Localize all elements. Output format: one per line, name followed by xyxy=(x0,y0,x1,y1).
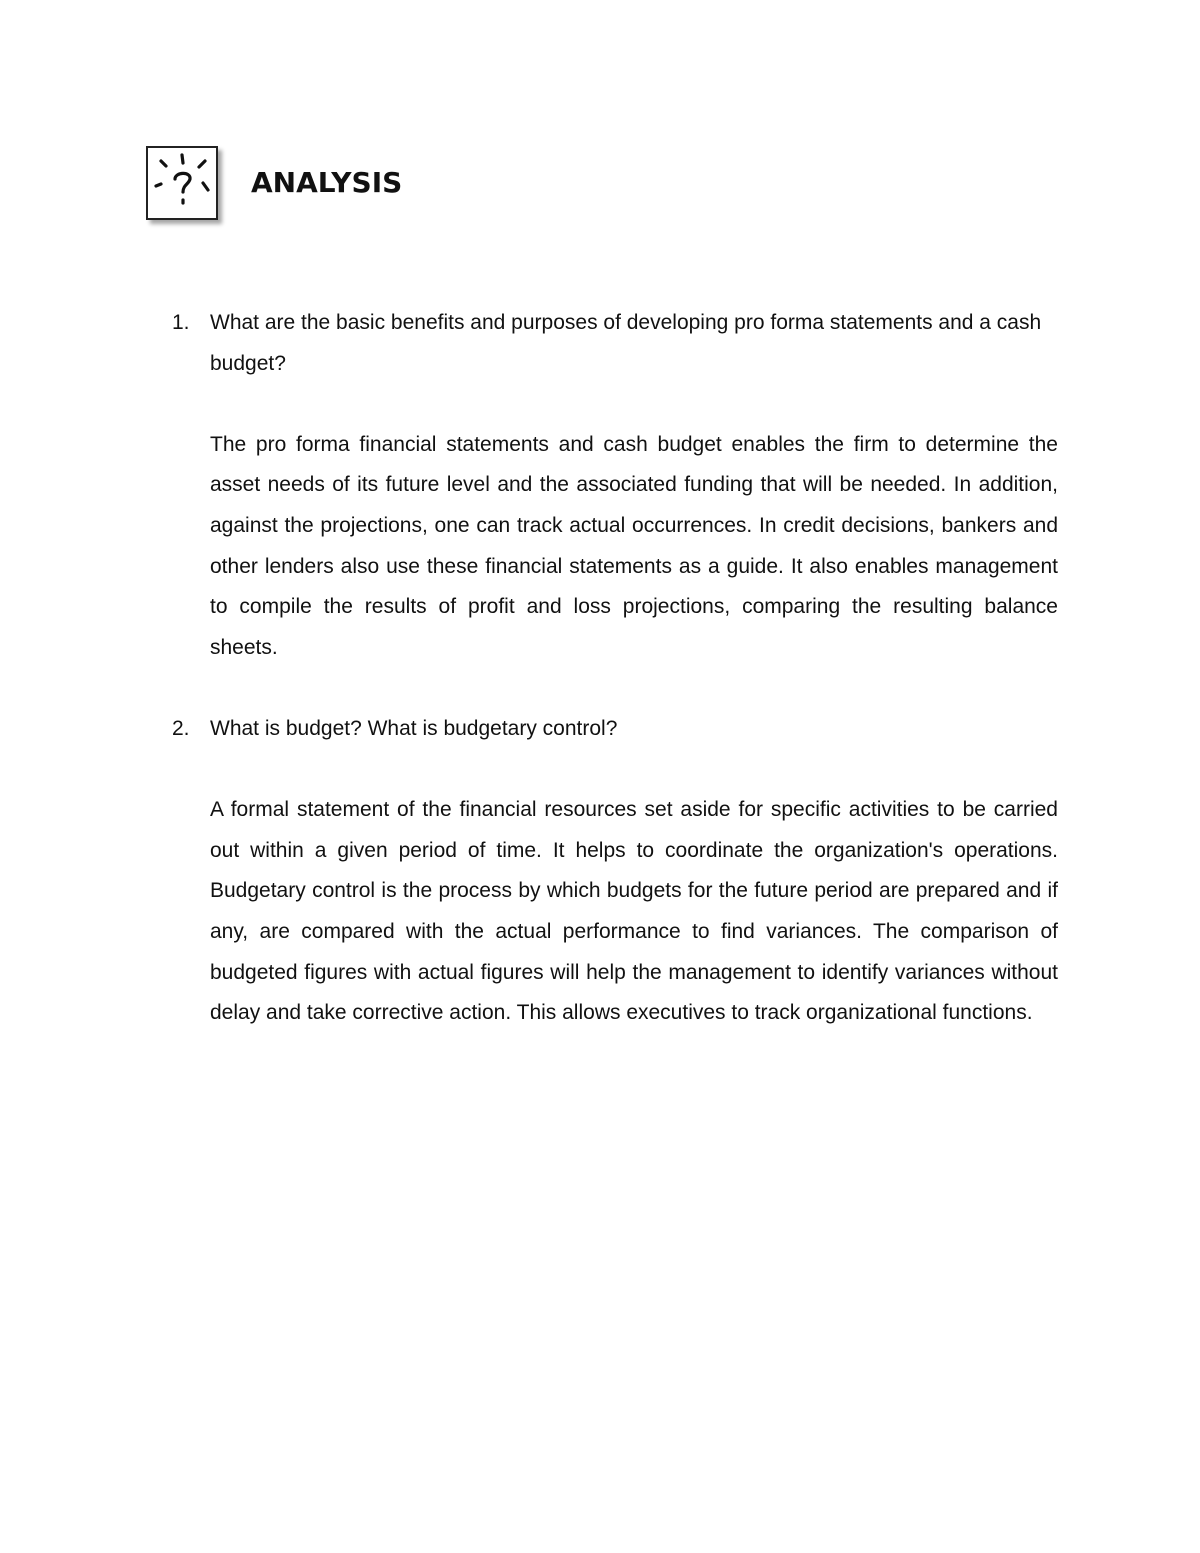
answer-text: The pro forma financial statements and cash budget enables the firm to determine the asset needs of its future level and the associated funding that will be needed. In addition, against the projections, one can track actual occurrences. In credit decisions, bankers and other lenders also use these financial statements as a guide. It also enables management to compile the results of profit and loss projections, comparing the resulting balance sheets. xyxy=(210,432,1058,659)
qa-number: 2. xyxy=(172,716,190,740)
question-text: What are the basic benefits and purposes of developing pro forma statements and a cash budget? xyxy=(210,311,1042,375)
qa-number: 1. xyxy=(172,311,190,334)
lightbulb-question-icon xyxy=(146,146,218,220)
section-title: ANALYSIS xyxy=(251,165,403,199)
qa-item xyxy=(172,709,1058,1034)
answer-text: A formal statement of the financial resources set aside for specific activities to be carried out within a given period of time. It helps to coordinate the organization's operations. Budgetary control is the process by which budgets for the future period are prepared and if any, are compared with the actual performance to find variances. The comparison of budgeted figures with actual figures will help the management to identify variances without delay and take corrective action. This allows executives to track organizational functions. xyxy=(210,798,1058,1025)
qa-item xyxy=(172,303,1058,668)
section-header xyxy=(146,146,402,220)
qa-list xyxy=(172,303,1058,1034)
question-text: What is budget? What is budgetary control? xyxy=(210,716,618,740)
